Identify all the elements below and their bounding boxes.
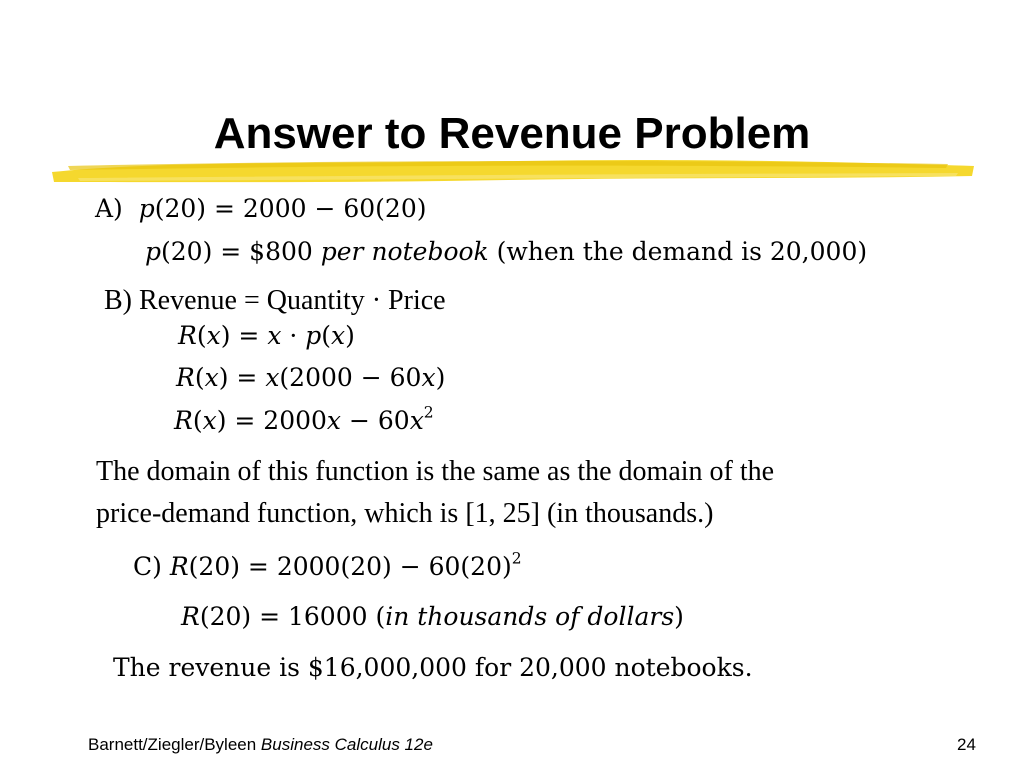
- domain-text-line-1: The domain of this function is the same as the domain of the: [96, 456, 775, 487]
- per-notebook-unit: per notebook: [320, 237, 489, 266]
- demand-note: (when the demand is 20,000): [488, 237, 868, 266]
- revenue-equation-3: $R(x) = 2000x - 60x^2$: [174, 403, 434, 435]
- part-a-equation-2: (20) = $800: [161, 237, 321, 266]
- part-a-equation-1: (20) = 2000 − 60(20): [154, 194, 427, 223]
- price-function-symbol: p: [138, 194, 155, 223]
- part-b-intro: B) Revenue = Quantity · Price: [104, 285, 446, 316]
- revenue-equation-2: R(x) = x(2000 − 60x): [176, 363, 446, 392]
- part-a-label: A): [95, 194, 123, 223]
- revenue-equation-1: R(x) = x · p(x): [178, 321, 355, 350]
- part-c-equation-2: R(20) = 16000 (in thousands of dollars): [181, 602, 684, 631]
- conclusion-text: The revenue is $16,000,000 for 20,000 notebooks.: [113, 653, 753, 682]
- part-c-label: C): [133, 552, 170, 581]
- footer-authors: Barnett/Ziegler/Byleen: [88, 735, 261, 754]
- slide-title: Answer to Revenue Problem: [213, 109, 811, 158]
- page-number: 24: [957, 735, 976, 754]
- price-function-symbol: p: [145, 237, 162, 266]
- part-a-line-1: [95, 193, 427, 225]
- part-c-equation-1: C) $R(20) = 2000(20) - 60(20)^2$: [133, 549, 522, 581]
- domain-text-line-2: price-demand function, which is [1, 25] (in thousands.): [96, 498, 714, 529]
- part-a-line-2: [145, 236, 867, 268]
- footer-citation: [88, 735, 433, 755]
- units-note: in thousands of dollars: [385, 602, 675, 631]
- footer-book-title: Business Calculus 12e: [260, 735, 433, 754]
